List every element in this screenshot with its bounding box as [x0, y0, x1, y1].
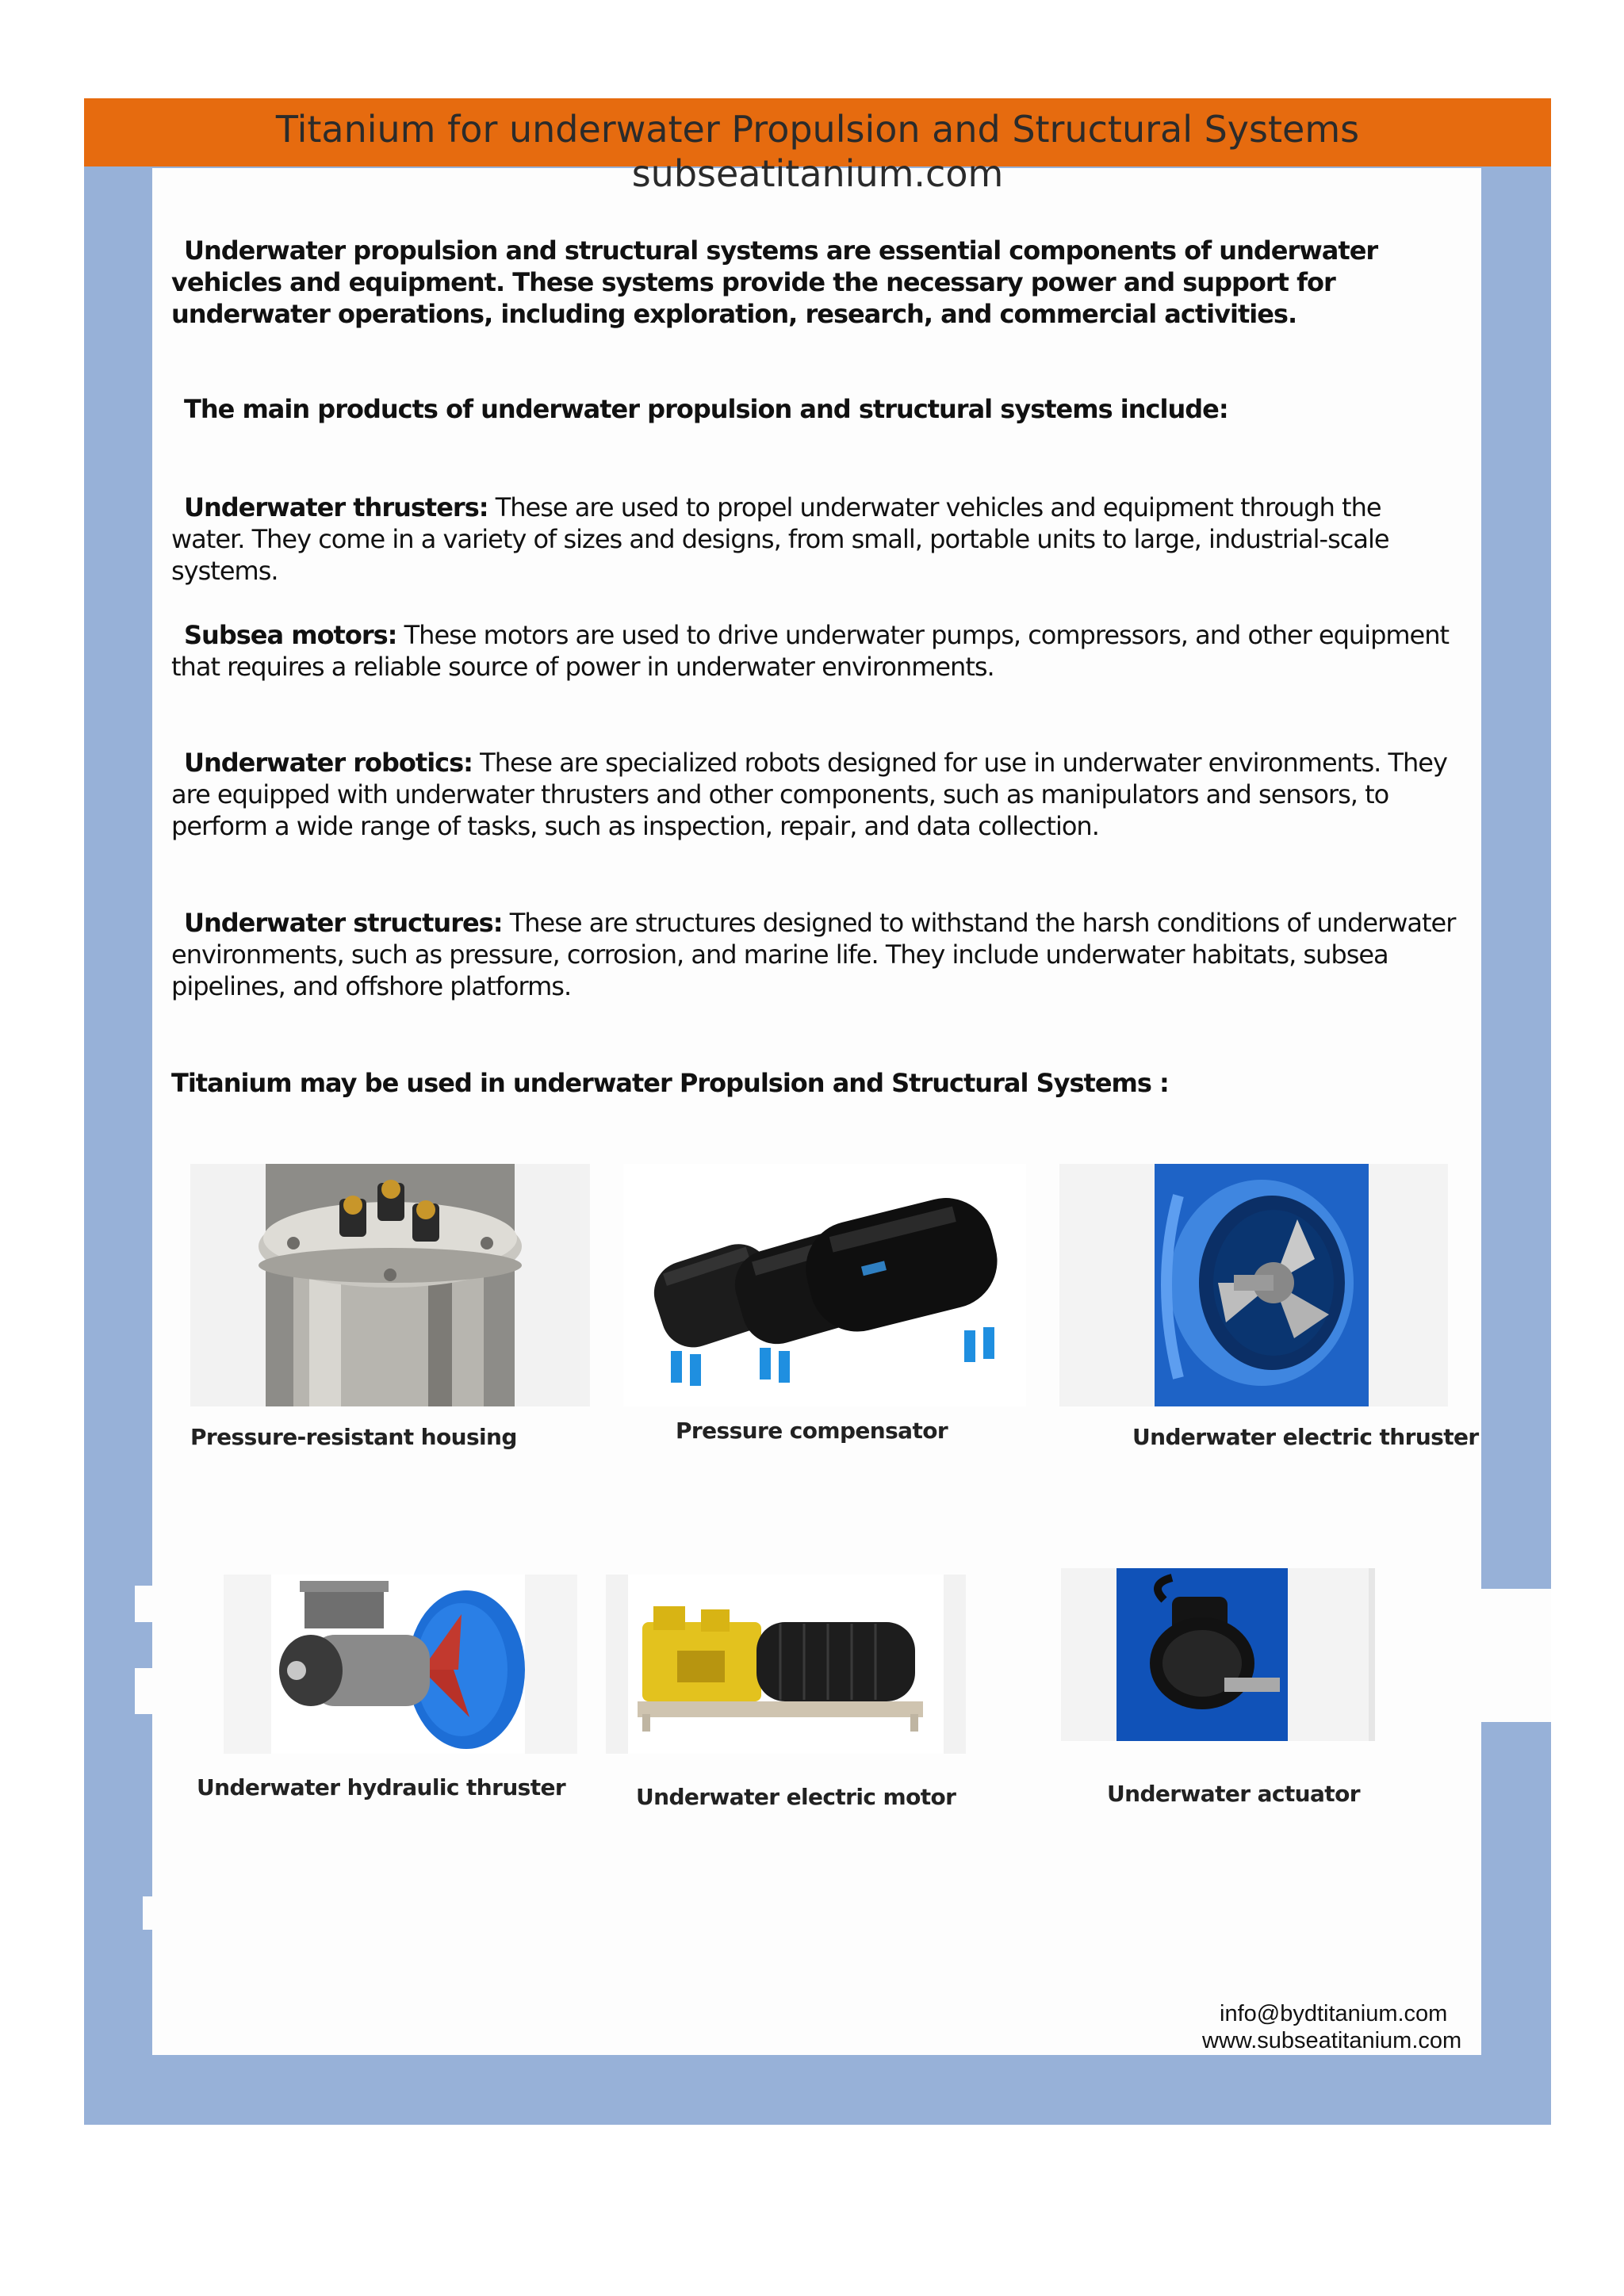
item-text: These are structures designed to withstand the harsh conditions of underwater environments, such as pressure, corrosion, and marine life. They include underwater habitats, subsea pipelines, and offshore platforms. [171, 908, 1456, 1001]
caption-electric-thruster: Underwater electric thruster [1132, 1424, 1479, 1450]
content-panel [152, 168, 1481, 2055]
titanium-heading-text: Titanium may be used in underwater Propulsion and Structural Systems : [171, 1068, 1169, 1098]
frame-notch [135, 1668, 159, 1714]
pressure-housing-photo [190, 1164, 590, 1406]
item-structures [171, 907, 1456, 1002]
site-name: subseatitanium.com [631, 152, 1004, 195]
contact-email[interactable]: info@bydtitanium.com [1220, 2001, 1448, 2026]
image-edge [1369, 1568, 1375, 1741]
products-heading-text: The main products of underwater propulsion and structural systems include: [184, 394, 1228, 424]
hydraulic-thruster-photo [224, 1575, 577, 1754]
contact-website[interactable]: www.subseatitanium.com [1202, 2028, 1462, 2053]
intro-text: Underwater propulsion and structural systems are essential components of underwater vehicles and equipment. These systems provide the necessary power and support for underwater operations, including exploration, research, and commercial activities. [171, 235, 1378, 329]
electric-motor-photo [606, 1575, 966, 1754]
item-subsea-motors [171, 619, 1456, 683]
frame-notch [135, 1586, 159, 1622]
electric-thruster-photo [1059, 1164, 1448, 1406]
pressure-compensator-photo [623, 1164, 1026, 1406]
item-text: These motors are used to drive underwater pumps, compressors, and other equipment that requires a reliable source of power in underwater environments. [171, 620, 1450, 682]
item-title: Underwater thrusters: [184, 492, 488, 522]
caption-pressure-compensator: Pressure compensator [676, 1418, 948, 1444]
frame-notch [143, 1896, 167, 1930]
item-title: Underwater robotics: [184, 748, 473, 778]
products-heading [171, 393, 1456, 425]
caption-electric-motor: Underwater electric motor [636, 1784, 956, 1810]
item-robotics [171, 747, 1456, 842]
item-thrusters [171, 492, 1456, 587]
caption-hydraulic-thruster: Underwater hydraulic thruster [197, 1774, 566, 1800]
item-text: These are used to propel underwater vehicles and equipment through the water. They come in a variety of sizes and designs, from small, portable units to large, industrial-scale systems. [171, 492, 1389, 586]
item-title: Subsea motors: [184, 620, 397, 650]
titanium-heading [171, 1067, 1456, 1099]
caption-pressure-housing: Pressure-resistant housing [190, 1424, 517, 1450]
item-text: These are specialized robots designed for use in underwater environments. They are equipped with underwater thrusters and other components, such as manipulators and sensors, to perform a wide range of tasks, such as inspection, repair, and data collection. [171, 748, 1447, 841]
page-title: Titanium for underwater Propulsion and Structural Systems [275, 108, 1360, 151]
item-title: Underwater structures: [184, 908, 503, 938]
caption-actuator: Underwater actuator [1107, 1781, 1360, 1807]
intro-paragraph [171, 235, 1456, 330]
frame-notch [1475, 1589, 1551, 1722]
actuator-photo [1061, 1568, 1375, 1741]
